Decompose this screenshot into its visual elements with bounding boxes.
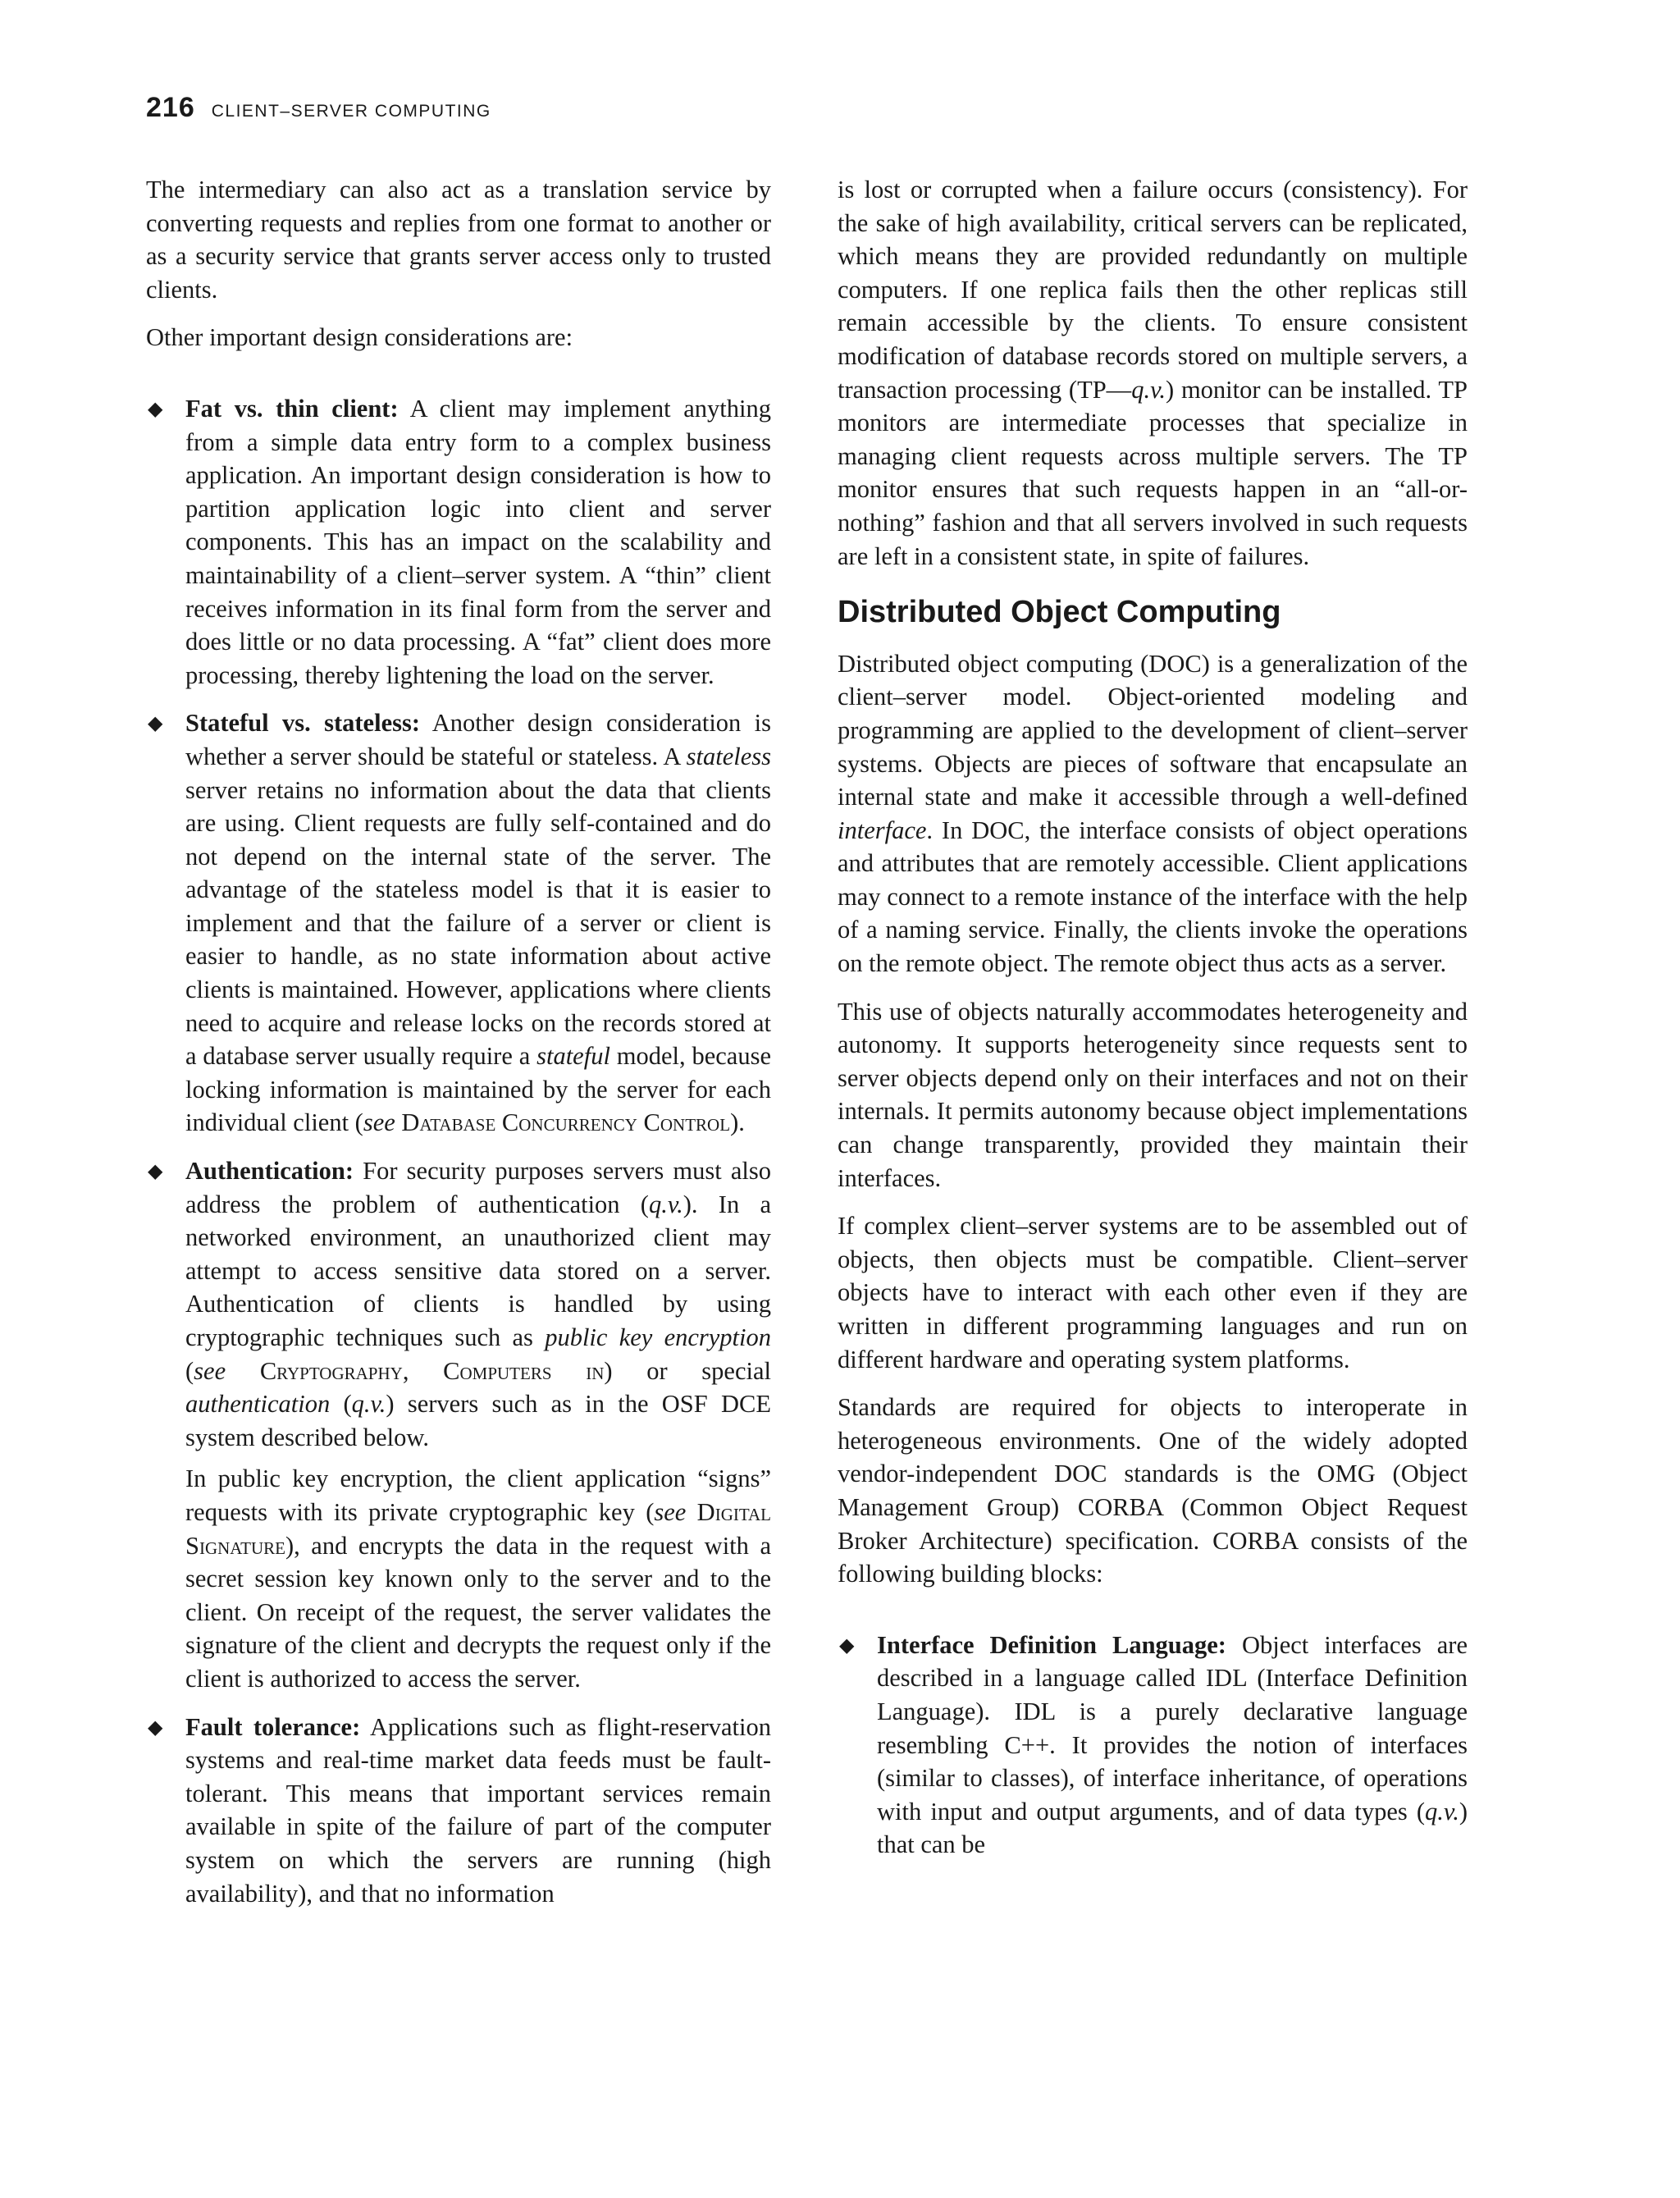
bullet-text: In public key encryption, the client application “signs” requests with its private cryptographic key ( <box>185 1465 771 1526</box>
bullet-text: ) that can be <box>877 1797 1468 1859</box>
paragraph-text: is lost or corrupted when a failure occurs (consistency). For the sake of high availability, critical servers can be replicated, which means they are provided redundantly on multiple computers. If one replica fails then the other replicas still remain accessible by the clients. To ensure consistent modification of database records stored on multiple servers, a transaction processing (TP— <box>838 176 1468 404</box>
qv-reference: q.v. <box>648 1190 683 1218</box>
paragraph: The intermediary can also act as a translation service by converting requests and replies from one format to another or as a security service that grants server access only to trusted clients. <box>146 176 771 304</box>
diamond-bullet-icon: ◆ <box>148 711 163 735</box>
bullet-text: ). In a networked environment, an unauthorized client may attempt to access sensitive data stored on a server. Authentication of clients is handled by using cryptographic techniques such as <box>185 1190 771 1351</box>
bullet-text: ). <box>730 1108 745 1137</box>
bullet-term: Fat vs. thin client: <box>185 394 399 423</box>
left-column <box>146 173 771 1925</box>
cross-reference: Cryptography, Computers in <box>226 1356 605 1385</box>
bullet-text: Applications such as flight-reservation systems and real-time market data feeds must be fault-tolerant. This means that important services remain available in spite of the failure of part of the computer system on which the servers are running (high availability), and that no information <box>185 1712 772 1908</box>
bullet-text: A client may implement anything from a simple data entry form to a complex business application. An important design consideration is how to partition application logic into client and server components. This has an impact on the scalability and maintainability of a client–server system. A “thin” client receives information in its final form from the server and does little or no data processing. A “fat” client does more processing, thereby lightening the load on the server. <box>185 394 771 689</box>
bullet-item-fat-thin-client <box>146 392 771 692</box>
paragraph <box>838 647 1468 980</box>
diamond-bullet-icon: ◆ <box>148 396 163 420</box>
paragraph-text: Distributed object computing (DOC) is a generalization of the client–server model. Object-oriented modeling and programming are applied to the development of client–server systems. Objects are pieces of software that encapsulate an internal state and make it accessible through a well-defined <box>838 649 1468 811</box>
qv-reference: q.v. <box>351 1390 386 1419</box>
paragraph-text: ) monitor can be installed. TP monitors are intermediate processes that specialize in managing client requests across multiple servers. The TP monitor ensures that such requests happen in an “all-or-nothing” fashion and that all servers involved in such requests are left in a consistent state, in spite of failures. <box>838 375 1468 570</box>
cross-reference: Database Concurrency Control <box>395 1108 731 1137</box>
emphasis: stateful <box>536 1042 610 1071</box>
bullet-text: model, because locking information is maintained by the server for each individual client ( <box>185 1042 771 1137</box>
page-number: 216 <box>146 92 195 123</box>
bullet-text: server retains no information about the data that clients are using. Client requests are fully self-contained and do not depend on the internal state of the server. The advantage of the stateless model is that it is easier to implement and that the failure of a server or client is easier to handle, as no state information about active clients is maintained. However, applications where clients need to acquire and release locks on the records stored at a database server usually require a <box>185 775 771 1071</box>
bullet-term: Fault tolerance: <box>185 1712 361 1741</box>
section-heading: Distributed Object Computing <box>838 595 1281 630</box>
emphasis: stateless <box>686 742 771 770</box>
running-title: CLIENT–SERVER COMPUTING <box>211 102 491 121</box>
bullet-item-stateful-stateless <box>146 706 771 1140</box>
paragraph <box>838 173 1468 573</box>
paragraph: Standards are required for objects to interoperate in heterogeneous environments. One of the widely adopted vendor-independent DOC standards is the OMG (Object Management Group) CORBA (Common Object Request Broker Architecture) specification. CORBA consists of the following building blocks: <box>838 1393 1468 1588</box>
diamond-bullet-icon: ◆ <box>839 1633 855 1656</box>
paragraph: This use of objects naturally accommodates heterogeneity and autonomy. It supports heterogeneity since requests sent to server objects depend only on their interfaces and not on their internals. It permits autonomy because object implementations can change transparently, provided they maintain their interfaces. <box>838 997 1468 1192</box>
bullet-item-fault-tolerance <box>146 1711 771 1911</box>
see-reference: see <box>194 1356 226 1385</box>
diamond-bullet-icon: ◆ <box>148 1715 163 1739</box>
paragraph: Other important design considerations are: <box>146 323 573 352</box>
diamond-bullet-icon: ◆ <box>148 1159 163 1183</box>
bullet-text: For security purposes servers must also address the problem of authentication ( <box>185 1157 771 1218</box>
emphasis: authentication <box>185 1390 331 1419</box>
emphasis: public key encryption <box>545 1323 771 1351</box>
bullet-text: ( <box>330 1390 352 1419</box>
see-reference: see <box>363 1108 395 1137</box>
bullet-item-authentication <box>146 1154 771 1454</box>
paragraph: If complex client–server systems are to be assembled out of objects, then objects must be compatible. Client–server objects have to interact with each other even if they are written in different programming languages and run on different hardware and operating system platforms. <box>838 1212 1468 1373</box>
bullet-item-idl <box>838 1629 1468 1862</box>
paragraph-text: . In DOC, the interface consists of object operations and attributes that are remotely accessible. Client applications may connect to a remote instance of the interface with the help of a naming service. Finally, the clients invoke the operations on the remote object. The remote object thus acts as a server. <box>838 816 1468 978</box>
see-reference: see <box>654 1497 687 1526</box>
bullet-continuation-paragraph <box>146 1462 771 1695</box>
bullet-text: Another design consideration is whether a server should be stateful or stateless. A <box>185 709 772 770</box>
qv-reference: q.v. <box>1131 375 1166 404</box>
bullet-text: Object interfaces are described in a language called IDL (Interface Definition Language). IDL is a purely declarative language resembling C++. It provides the notion of interfaces (similar to classes), of interface inheritance, of operations with input and output arguments, and of data types ( <box>877 1630 1468 1826</box>
running-header <box>146 92 491 124</box>
right-column <box>838 173 1468 1876</box>
bullet-text: ) servers such as in the OSF DCE system described below. <box>185 1390 771 1451</box>
bullet-term: Authentication: <box>185 1157 354 1186</box>
bullet-text: ( <box>185 1356 194 1385</box>
qv-reference: q.v. <box>1425 1797 1459 1826</box>
cross-reference: Digital Signature <box>185 1497 772 1560</box>
bullet-text: ), and encrypts the data in the request with a secret session key known only to the server and to the client. On receipt of the request, the server validates the signature of the client and decrypts the request only if the client is authorized to access the server. <box>185 1531 771 1693</box>
bullet-term: Interface Definition Language: <box>877 1630 1226 1659</box>
bullet-term: Stateful vs. stateless: <box>185 709 421 738</box>
bullet-text: ) or special <box>604 1356 771 1385</box>
emphasis: interface <box>838 816 927 844</box>
